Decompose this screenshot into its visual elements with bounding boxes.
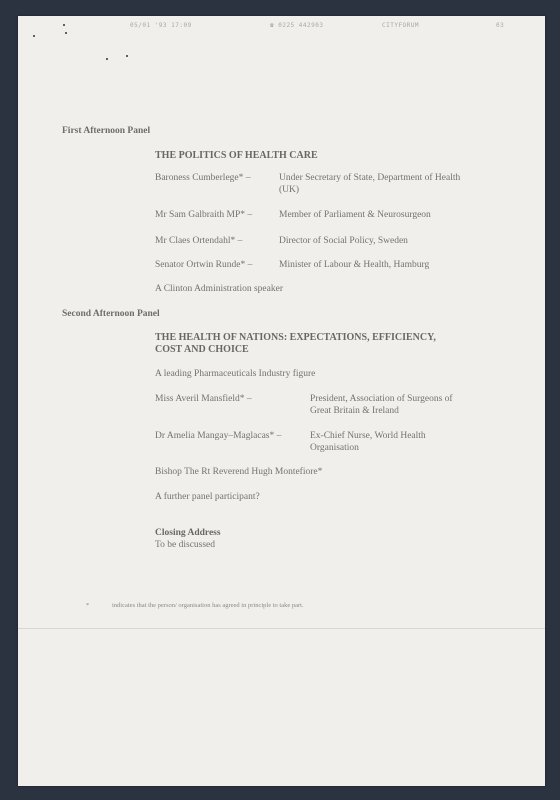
speaker-role: Minister of Labour & Health, Hamburg (279, 260, 430, 270)
speck-mark (65, 32, 67, 34)
fax-phone: ☎ 0225 442903 (270, 22, 324, 29)
further-participant: A further panel participant? (155, 492, 260, 502)
speaker-role: Ex-Chief Nurse, World Health Organisation (310, 431, 426, 453)
speaker-name: Miss Averil Mansfield* – (155, 394, 252, 404)
speaker-role: President, Association of Surgeons of Great Britain & Ireland (310, 394, 453, 416)
speck-mark (106, 58, 108, 60)
bishop-speaker: Bishop The Rt Reverend Hugh Montefiore* (155, 467, 323, 477)
second-panel-intro: A leading Pharmaceuticals Industry figure (155, 369, 316, 379)
footnote-mark: * (86, 602, 90, 609)
second-panel-title-line1: THE HEALTH OF NATIONS: EXPECTATIONS, EFFICIENCY, (155, 332, 436, 343)
fax-date: 05/01 '93 17:09 (130, 22, 192, 29)
page-fold-line (18, 628, 545, 629)
speck-mark (63, 24, 65, 26)
first-panel-extra: A Clinton Administration speaker (155, 284, 283, 294)
speaker-role: Director of Social Policy, Sweden (279, 236, 408, 246)
second-panel-title-line2: COST AND CHOICE (155, 344, 249, 355)
closing-text: To be discussed (155, 540, 216, 550)
first-panel-heading: First Afternoon Panel (62, 126, 151, 136)
speck-mark (33, 35, 35, 37)
speaker-name: Mr Sam Galbraith MP* – (155, 210, 253, 220)
speck-mark (126, 55, 128, 57)
speaker-role: Member of Parliament & Neurosurgeon (279, 210, 431, 220)
footnote-text: indicates that the person/ organisation has agreed in principle to take part. (112, 602, 304, 609)
fax-page: 03 (496, 22, 505, 29)
speaker-name: Mr Claes Ortendahl* – (155, 236, 243, 246)
speaker-role: Under Secretary of State, Department of Health (UK) (279, 173, 461, 195)
speaker-name: Baroness Cumberlege* – (155, 173, 251, 183)
speaker-name: Dr Amelia Mangay–Maglacas* – (155, 431, 282, 441)
closing-heading: Closing Address (155, 528, 221, 538)
second-panel-heading: Second Afternoon Panel (62, 309, 160, 319)
fax-sender: CITYFORUM (382, 22, 420, 29)
speaker-name: Senator Ortwin Runde* – (155, 260, 253, 270)
first-panel-title: THE POLITICS OF HEALTH CARE (155, 150, 318, 161)
